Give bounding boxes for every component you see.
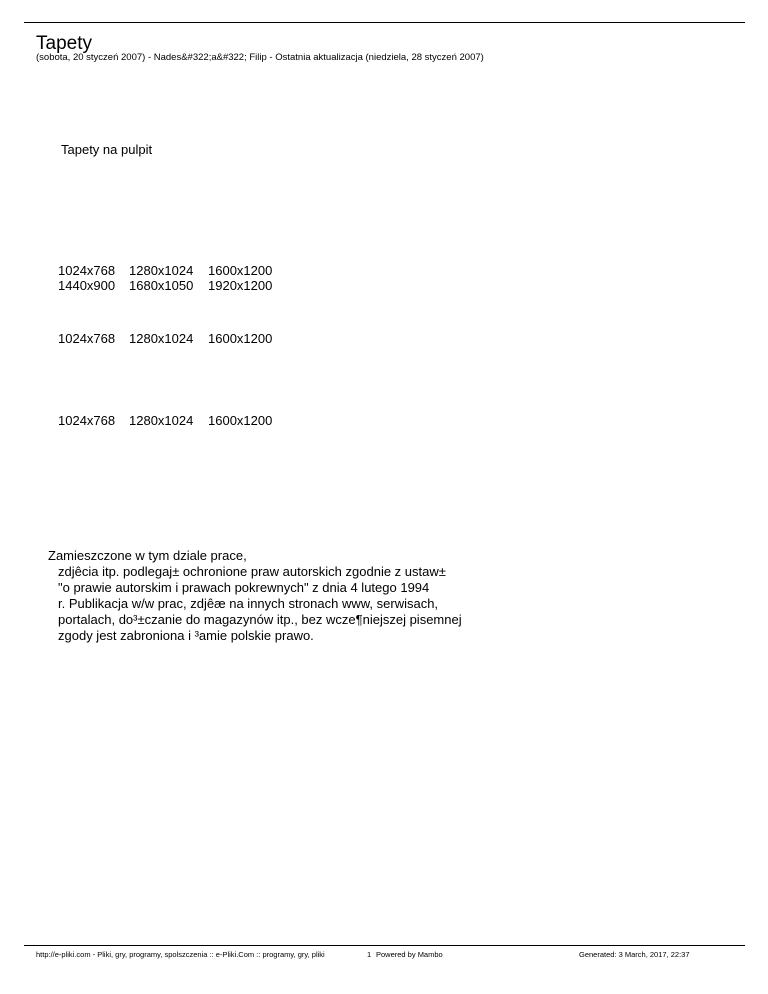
top-divider xyxy=(24,22,745,23)
generated-timestamp: Generated: 3 March, 2017, 22:37 xyxy=(579,950,690,959)
resolution-table-1 xyxy=(58,263,288,293)
powered-by: Powered by Mambo xyxy=(376,950,443,959)
resolution-link[interactable]: 1680x1050 xyxy=(129,278,194,293)
article-subtitle: Tapety na pulpit xyxy=(61,142,153,157)
resolution-table-3 xyxy=(58,413,288,428)
resolution-link[interactable]: 1280x1024 xyxy=(129,331,194,346)
resolution-link[interactable]: 1280x1024 xyxy=(129,263,194,278)
notice-line: portalach, do³±czanie do magazynów itp., bez wcze¶niejszej pisemnej xyxy=(58,612,462,627)
notice-line: Zamieszczone w tym dziale prace, xyxy=(48,548,247,563)
resolution-link[interactable]: 1600x1200 xyxy=(208,331,273,346)
bottom-divider xyxy=(24,945,745,946)
resolution-link[interactable]: 1024x768 xyxy=(58,413,116,428)
notice-line: zdjêcia itp. podlegaj± ochronione praw autorskich zgodnie z ustaw± xyxy=(58,564,446,579)
page-number: 1 xyxy=(367,950,372,959)
resolution-link[interactable]: 1920x1200 xyxy=(208,278,273,293)
resolution-link[interactable]: 1600x1200 xyxy=(208,413,273,428)
table-row xyxy=(58,413,288,428)
resolution-table-2 xyxy=(58,331,288,346)
notice-line: r. Publikacja w/w prac, zdjêæ na innych stronach www, serwisach, xyxy=(58,596,439,611)
table-row xyxy=(58,278,288,293)
table-row xyxy=(58,331,288,346)
footer-url: http://e-pliki.com - Pliki, gry, programy, spolszczenia :: e-Pliki.Com :: programy, gry, pliki xyxy=(36,950,325,959)
copyright-notice xyxy=(48,548,462,644)
table-row xyxy=(58,263,288,278)
notice-line: "o prawie autorskim i prawach pokrewnych" z dnia 4 lutego 1994 xyxy=(58,580,430,595)
resolution-link[interactable]: 1440x900 xyxy=(58,278,116,293)
notice-line: zgody jest zabroniona i ³amie polskie prawo. xyxy=(58,628,314,643)
resolution-link[interactable]: 1024x768 xyxy=(58,263,116,278)
article-meta: (sobota, 20 styczeń 2007) - Nades&#322;a&#322; Filip - Ostatnia aktualizacja (niedziela, 28 styczeń 2007) xyxy=(36,52,484,63)
page-title: Tapety xyxy=(36,33,92,54)
resolution-link[interactable]: 1600x1200 xyxy=(208,263,273,278)
resolution-link[interactable]: 1280x1024 xyxy=(129,413,194,428)
resolution-link[interactable]: 1024x768 xyxy=(58,331,116,346)
